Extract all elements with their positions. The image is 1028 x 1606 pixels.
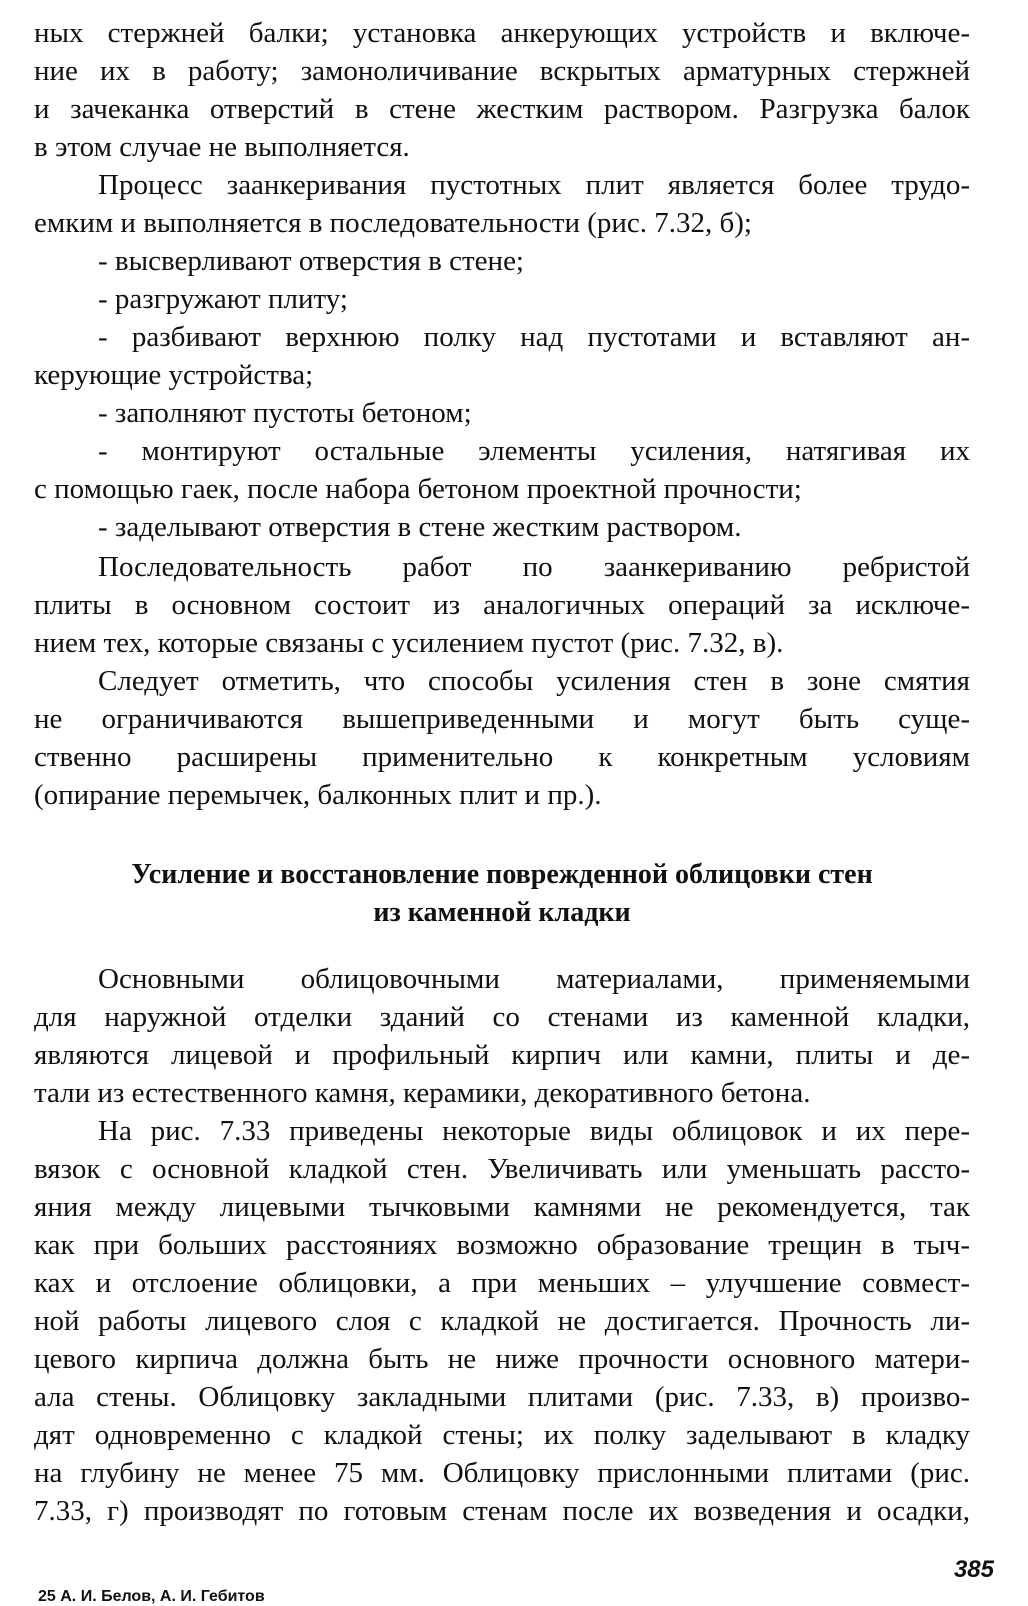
text-line: вязок с основной кладкой стен. Увеличивать или уменьшать рассто-	[34, 1153, 970, 1185]
text-line: ственно расширены применительно к конкретным условиям	[34, 741, 970, 773]
text-line: цевого кирпича должна быть не ниже прочности основного матери-	[34, 1343, 970, 1375]
text-line: Следует отметить, что способы усиления стен в зоне смятия	[98, 665, 970, 697]
list-item: - разгружают плиту;	[98, 283, 348, 315]
section-heading: Усиление и восстановление поврежденной облицовки стен	[131, 859, 873, 890]
text-line: ние их в работу; замоноличивание вскрытых арматурных стержней	[34, 55, 970, 87]
page-number: 385	[953, 1556, 994, 1583]
section-heading: из каменной кладки	[373, 897, 631, 928]
text-line: емким и выполняется в последовательности (рис. 7.32, б);	[34, 207, 752, 239]
text-line: 7.33, г) производят по готовым стенам после их возведения и осадки,	[34, 1495, 970, 1527]
text-line: Основными облицовочными материалами, применяемыми	[98, 963, 970, 995]
list-item: - заполняют пустоты бетоном;	[98, 397, 472, 429]
footer-signature-note: 25 А. И. Белов, А. И. Гебитов	[38, 1588, 265, 1605]
text-line: нием тех, которые связаны с усилением пустот (рис. 7.32, в).	[34, 627, 784, 659]
text-line: для наружной отделки зданий со стенами из каменной кладки,	[34, 1001, 970, 1033]
text-line: плиты в основном состоит из аналогичных операций за исключе-	[34, 589, 970, 621]
text-line: на глубину не менее 75 мм. Облицовку прислонными плитами (рис.	[34, 1457, 970, 1489]
text-line: Процесс заанкеривания пустотных плит является более трудо-	[98, 169, 970, 201]
text-line: и зачеканка отверстий в стене жестким раствором. Разгрузка балок	[34, 93, 970, 125]
text-line: не ограничиваются вышеприведенными и могут быть суще-	[34, 703, 970, 735]
text-line: ала стены. Облицовку закладными плитами (рис. 7.33, в) произво-	[34, 1381, 970, 1413]
text-line: дят одновременно с кладкой стены; их полку заделывают в кладку	[34, 1419, 970, 1451]
document-page	[34, 14, 970, 1594]
text-line: ках и отслоение облицовки, а при меньших – улучшение совмест-	[34, 1267, 970, 1299]
text-line: с помощью гаек, после набора бетоном проектной прочности;	[34, 473, 802, 505]
text-line: Последовательность работ по заанкериванию ребристой	[98, 551, 970, 583]
text-line: яния между лицевыми тычковыми камнями не рекомендуется, так	[34, 1191, 970, 1223]
text-line: керующие устройства;	[34, 359, 314, 391]
text-line: ной работы лицевого слоя с кладкой не достигается. Прочность ли-	[34, 1305, 970, 1337]
text-line: в этом случае не выполняется.	[34, 131, 410, 163]
list-item: - разбивают верхнюю полку над пустотами и вставляют ан-	[98, 321, 970, 353]
text-line: (опирание перемычек, балконных плит и пр.).	[34, 779, 602, 811]
text-line: тали из естественного камня, керамики, декоративного бетона.	[34, 1077, 811, 1109]
list-item: - монтируют остальные элементы усиления, натягивая их	[98, 435, 970, 467]
text-line: являются лицевой и профильный кирпич или камни, плиты и де-	[34, 1039, 970, 1071]
text-line: На рис. 7.33 приведены некоторые виды облицовок и их пере-	[98, 1115, 970, 1147]
list-item: - заделывают отверстия в стене жестким раствором.	[98, 511, 742, 543]
list-item: - высверливают отверстия в стене;	[98, 245, 524, 277]
text-line: ных стержней балки; установка анкерующих устройств и включе-	[34, 17, 970, 49]
text-line: как при больших расстояниях возможно образование трещин в тыч-	[34, 1229, 970, 1261]
